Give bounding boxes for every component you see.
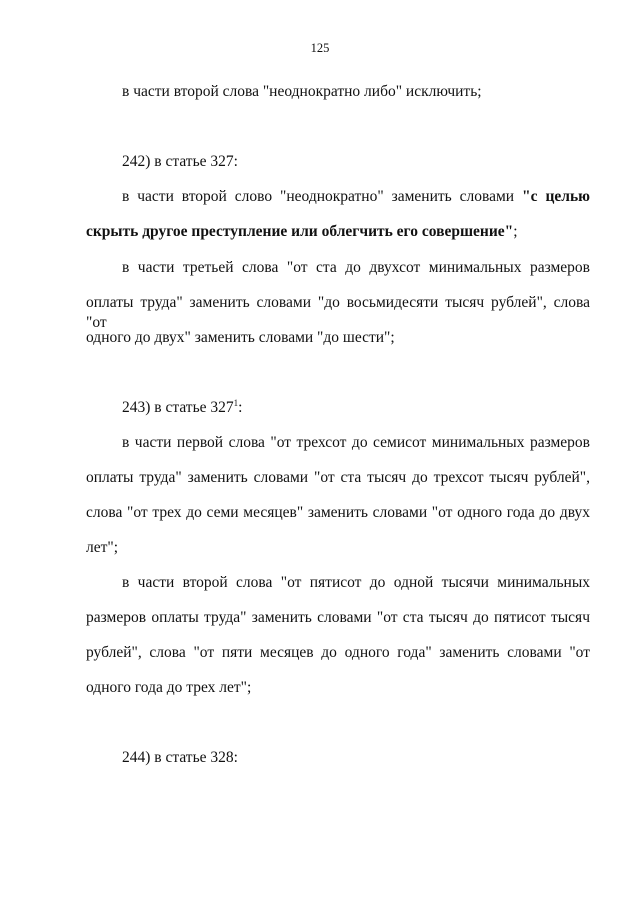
- item-heading-242: 242) в статье 327:: [122, 153, 238, 170]
- paragraph-line: размеров оплаты труда" заменить словами "от ста тысяч до пятисот тысяч: [86, 609, 590, 626]
- paragraph-line: оплаты труда" заменить словами "от ста тысяч до трехсот тысяч рублей",: [86, 469, 590, 486]
- text-run-bold: "с целью: [522, 188, 590, 205]
- text-run: ;: [513, 223, 518, 240]
- paragraph-line: одного до двух" заменить словами "до шести";: [86, 329, 395, 346]
- paragraph-line: в части первой слова "от трехсот до семисот минимальных размеров: [122, 434, 590, 451]
- heading-colon: :: [238, 399, 243, 416]
- paragraph-line: [122, 187, 590, 207]
- paragraph-line: в части третьей слова "от ста до двухсот минимальных размеров: [122, 259, 590, 276]
- paragraph-line: в части второй слова "неоднократно либо" исключить;: [122, 83, 482, 100]
- heading-superscript: 1: [233, 397, 239, 408]
- paragraph-line: в части второй слова "от пятисот до одной тысячи минимальных: [122, 574, 590, 591]
- text-run: в части второй слово "неоднократно" заменить словами: [122, 188, 523, 205]
- paragraph-line: одного года до трех лет";: [86, 679, 252, 696]
- paragraph-line: оплаты труда" заменить словами "до восьмидесяти тысяч рублей", слова "от: [86, 294, 590, 331]
- paragraph-line: слова "от трех до семи месяцев" заменить словами "от одного года до двух: [86, 504, 590, 521]
- paragraph-line: лет";: [86, 539, 119, 556]
- heading-text: 243) в статье 327: [122, 399, 234, 416]
- item-heading-243: [122, 398, 242, 418]
- paragraph-line: рублей", слова "от пяти месяцев до одного года" заменить словами "от: [86, 644, 590, 661]
- item-heading-244: 244) в статье 328:: [122, 749, 238, 766]
- paragraph-line: [86, 222, 518, 242]
- page-number: 125: [310, 41, 330, 55]
- text-run-bold: скрыть другое преступление или облегчить его совершение": [86, 223, 514, 240]
